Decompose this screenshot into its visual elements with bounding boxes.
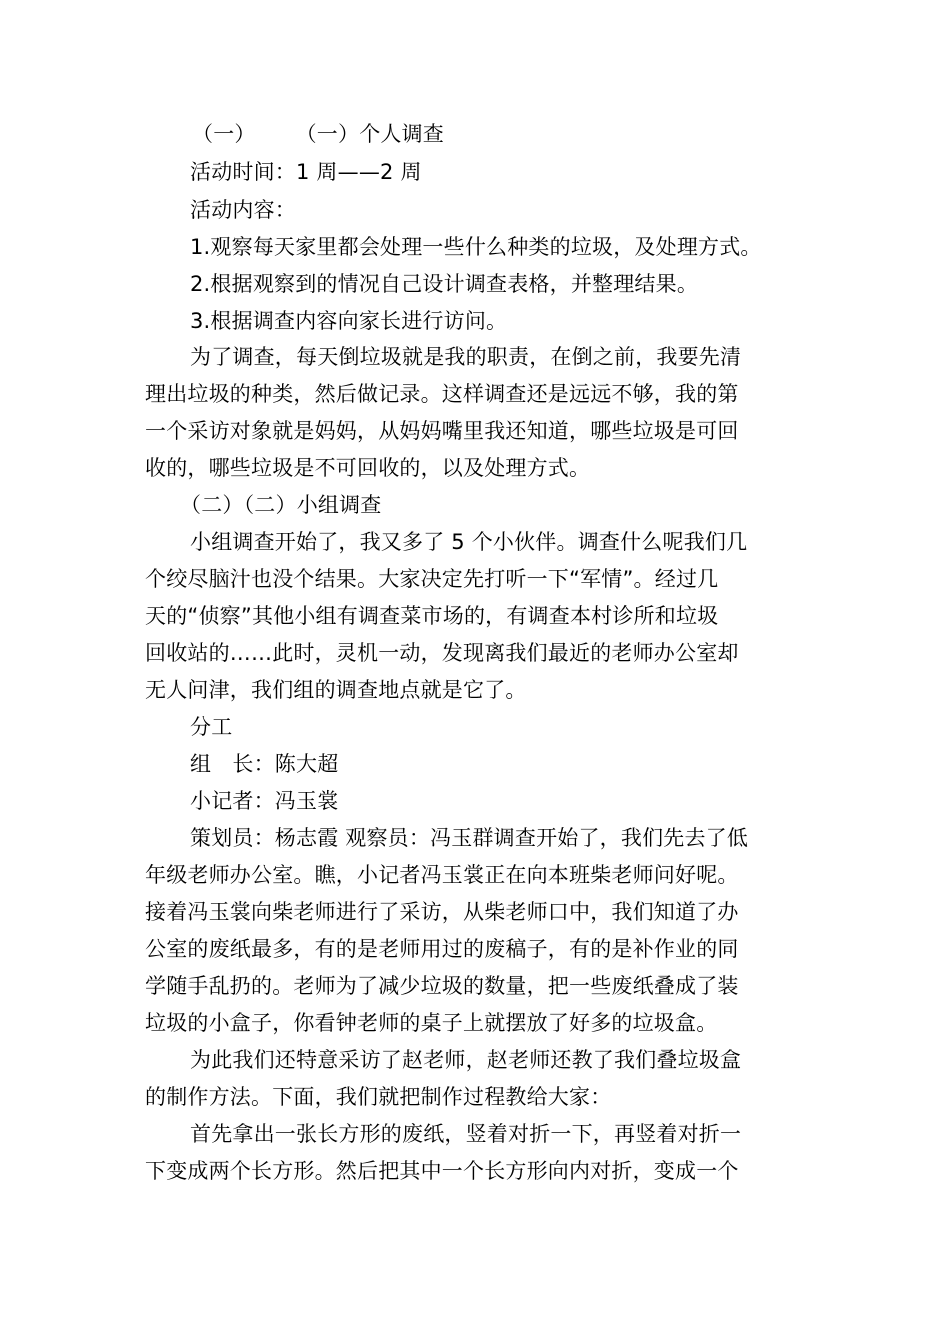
reporter-line: 小记者：冯玉裳 (190, 789, 339, 813)
paragraph-line: 为此我们还特意采访了赵老师，赵老师还教了我们叠垃圾盒 (190, 1048, 742, 1072)
paragraph-line: 回收站的……此时，灵机一动，发现离我们最近的老师办公室却 (145, 641, 739, 665)
paragraph-line: 小组调查开始了，我又多了 5 个小伙伴。调查什么呢我们几 (190, 530, 748, 554)
paragraph-line: 天的“侦察”其他小组有调查菜市场的，有调查本村诊所和垃圾 (145, 604, 719, 628)
paragraph-line: 策划员：杨志霞 观察员：冯玉群调查开始了，我们先去了低 (190, 826, 749, 850)
paragraph-line: 个绞尽脑汁也没个结果。大家决定先打听一下“军情”。经过几 (145, 567, 719, 591)
paragraph-line: 接着冯玉裳向柴老师进行了采访，从柴老师口中，我们知道了办 (145, 900, 739, 924)
division-label: 分工 (190, 715, 233, 739)
paragraph-line: 下变成两个长方形。然后把其中一个长方形向内对折，变成一个 (145, 1159, 739, 1183)
section-heading-group: （二）（二）小组调查 (180, 493, 382, 517)
list-item: 2.根据观察到的情况自己设计调查表格，并整理结果。 (190, 272, 699, 296)
paragraph-line: 的制作方法。下面，我们就把制作过程教给大家： (145, 1085, 612, 1109)
paragraph-line: 年级老师办公室。瞧，小记者冯玉裳正在向本班柴老师问好呢。 (145, 863, 739, 887)
section-title: （一）个人调查 (295, 122, 445, 146)
activity-time-value: 1 周——2 周 (296, 160, 422, 184)
paragraph-line: 一个采访对象就是妈妈，从妈妈嘴里我还知道，哪些垃圾是可回 (145, 419, 739, 443)
paragraph-line: 无人问津，我们组的调查地点就是它了。 (145, 678, 527, 702)
paragraph-line: 垃圾的小盒子，你看钟老师的桌子上就摆放了好多的垃圾盒。 (145, 1011, 718, 1035)
paragraph-line: 公室的废纸最多，有的是老师用过的废稿子，有的是补作业的同 (145, 937, 739, 961)
list-item: 3.根据调查内容向家长进行访问。 (190, 309, 508, 333)
section-number: （一） (192, 122, 256, 146)
section-heading-personal (192, 119, 444, 149)
paragraph-line: 为了调查，每天倒垃圾就是我的职责，在倒之前，我要先清 (190, 345, 742, 369)
paragraph-line: 理出垃圾的种类，然后做记录。这样调查还是远远不够，我的第 (145, 382, 739, 406)
paragraph-line: 学随手乱扔的。老师为了减少垃圾的数量，把一些废纸叠成了装 (145, 974, 739, 998)
leader-line: 组 长：陈大超 (190, 752, 339, 776)
activity-time (190, 157, 422, 187)
paragraph-line: 收的，哪些垃圾是不可回收的，以及处理方式。 (145, 456, 591, 480)
activity-time-label: 活动时间： (190, 160, 296, 184)
list-item: 1.观察每天家里都会处理一些什么种类的垃圾，及处理方式。 (190, 235, 762, 259)
activity-content-label: 活动内容： (190, 198, 296, 222)
paragraph-line: 首先拿出一张长方形的废纸，竖着对折一下，再竖着对折一 (190, 1122, 742, 1146)
